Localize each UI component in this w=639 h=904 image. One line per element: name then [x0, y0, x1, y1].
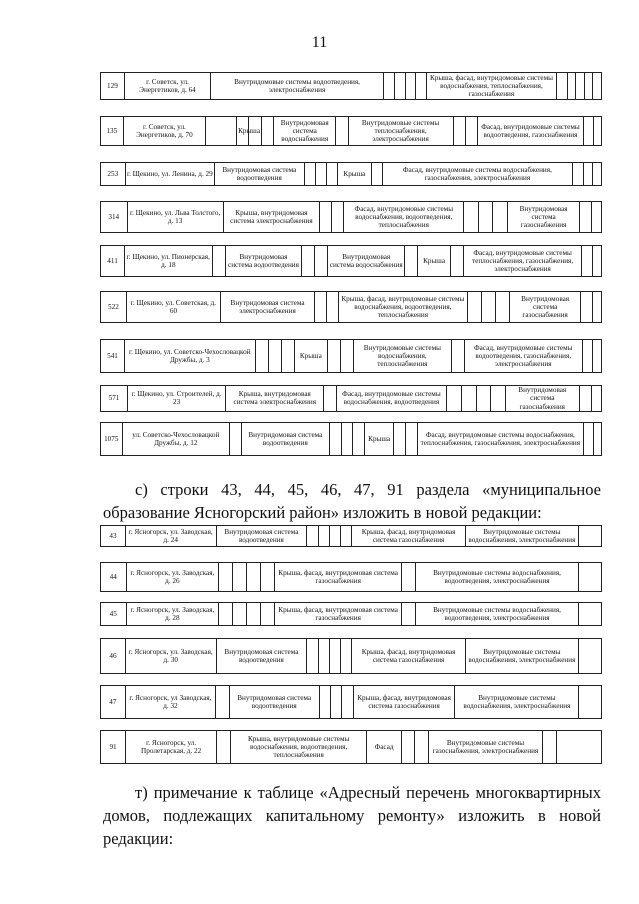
work-cell: Крыша, внутридомовые системы водоснабжения, водоотведения, теплоснабжения — [230, 731, 367, 764]
address-cell: г. Щекино, ул. Льва Толстого, д. 13 — [127, 202, 223, 233]
work-cell — [542, 731, 556, 764]
address-table-row — [100, 562, 602, 592]
row-number-cell: 47 — [101, 686, 126, 719]
work-cell — [247, 603, 261, 626]
address-cell: ул. Советско-Чехословацкой Дружбы, д. 12 — [122, 423, 230, 456]
work-cell — [579, 386, 591, 412]
work-cell — [583, 117, 593, 146]
work-cell — [217, 731, 231, 764]
work-cell: Крыша — [338, 163, 372, 186]
work-cell — [353, 423, 365, 456]
address-cell: г. Щекино, ул. Пионерская, д. 18 — [125, 246, 213, 277]
work-cell — [247, 563, 261, 592]
address-table-row — [100, 638, 602, 674]
work-cell — [327, 340, 340, 373]
work-cell: Фасад, внутридомовые системы теплоснабжения, газоснабжения, электроснабжения — [464, 246, 582, 277]
address-cell: г. Ясногорск, ул. Заводская, д. 26 — [126, 563, 219, 592]
work-cell: Крыша, фасад, внутридомовая система газоснабжения — [274, 603, 402, 626]
work-cell: Крыша — [237, 117, 249, 146]
work-cell — [318, 526, 329, 547]
address-table-row — [100, 201, 602, 233]
address-table-row — [100, 72, 602, 100]
work-cell: Внутридомовые системы газоснабжения, электроснабжения — [429, 731, 543, 764]
address-cell: г. Ясногорск, ул. Пролетарская, д. 22 — [126, 731, 217, 764]
work-cell — [579, 639, 602, 674]
work-cell — [491, 386, 506, 412]
work-cell — [584, 423, 594, 456]
work-cell: Фасад, внутридомовые системы водоотведения, газоснабжения — [478, 117, 583, 146]
work-cell — [336, 117, 348, 146]
work-cell: Фасад, внутридомовые системы водоснабжения, водоотведения, теплоснабжения — [344, 202, 464, 233]
work-cell — [593, 73, 602, 100]
work-cell — [593, 163, 602, 186]
work-cell — [578, 603, 601, 626]
work-cell: Внутридомовые системы водоснабжения, электроснабжения — [455, 686, 579, 719]
row-number-cell: 45 — [101, 603, 127, 626]
paragraph-t — [103, 781, 601, 850]
work-cell: Внутридомовая система водоснабжения — [328, 246, 405, 277]
work-cell — [593, 117, 601, 146]
address-table-row — [100, 422, 602, 456]
work-cell: Внутридомовая система водоотведения — [241, 423, 329, 456]
work-cell — [394, 423, 406, 456]
work-cell: Внутридомовые системы водоснабжения, водоотведения, электроснабжения — [416, 563, 578, 592]
work-cell — [402, 603, 416, 626]
work-cell — [464, 202, 479, 233]
work-cell: Внутридомовые системы водоснабжения, водоотведения, электроснабжения — [416, 603, 578, 626]
work-cell — [402, 563, 416, 592]
work-cell — [394, 73, 405, 100]
work-cell: Внутридомовые системы водоснабжения, электроснабжения — [465, 639, 578, 674]
work-cell — [580, 202, 592, 233]
paragraph-t-text: т) примечание к таблице «Адресный перечень многоквартирных домов, подлежащих капитальному ремонту» изложить в новой редакции: — [103, 783, 601, 848]
work-cell: Внутридомовая система водоотведения — [215, 163, 305, 186]
work-cell — [592, 292, 601, 323]
work-cell — [580, 292, 592, 323]
work-cell: Фасад, внутридомовые системы водоснабжения, газоснабжения, электроснабжения — [382, 163, 572, 186]
work-cell — [318, 639, 329, 674]
work-cell: Крыша, фасад, внутридомовые системы водоснабжения, водоотведения, теплоснабжения — [338, 292, 467, 323]
work-cell — [466, 117, 478, 146]
address-cell: г. Советск, ул. Энергетиков, д. 70 — [123, 117, 206, 146]
work-cell: Крыша — [364, 423, 393, 456]
address-table-row — [100, 525, 602, 547]
work-cell — [329, 423, 341, 456]
work-cell: Крыша, внутридомовая система электроснабжения — [223, 202, 319, 233]
work-cell — [576, 73, 585, 100]
work-cell — [260, 603, 274, 626]
work-cell — [567, 73, 576, 100]
row-number-cell: 1075 — [101, 423, 123, 456]
work-cell — [268, 340, 281, 373]
work-cell: Фасад, внутридомовые системы водоотведения, газоснабжения, электроснабжения — [464, 340, 582, 373]
row-number-cell: 46 — [101, 639, 126, 674]
address-cell: г. Щекино, ул. Строителей, д. 23 — [128, 386, 226, 412]
work-cell — [556, 73, 567, 100]
work-cell — [233, 563, 247, 592]
work-cell: Внутридомовые системы водоотведения, электроснабжения — [211, 73, 384, 100]
work-cell — [341, 639, 352, 674]
address-table-row — [100, 385, 602, 412]
address-table-row — [100, 602, 602, 626]
work-cell — [324, 386, 336, 412]
row-number-cell: 571 — [101, 386, 128, 412]
work-cell — [315, 246, 328, 277]
address-cell: г. Ясногорск, ул Заводская, д. 32 — [125, 686, 215, 719]
row-number-cell: 253 — [101, 163, 126, 186]
address-table-row — [100, 245, 602, 277]
work-cell: Фасад — [367, 731, 401, 764]
work-cell: Внутридомовая система водоотведения — [216, 639, 307, 674]
address-cell: г. Советск, ул. Энергетиков, д. 64 — [124, 73, 210, 100]
work-cell — [304, 163, 315, 186]
work-cell — [584, 163, 593, 186]
work-cell: Фасад, внутридомовые системы водоснабжения, теплоснабжения, газоснабжения, электроснабжения — [417, 423, 583, 456]
work-cell — [260, 563, 274, 592]
work-cell — [415, 731, 429, 764]
work-cell — [216, 686, 230, 719]
address-cell: г. Ясногорск, ул. Заводская, д. 28 — [126, 603, 219, 626]
row-number-cell: 91 — [101, 731, 126, 764]
work-cell — [478, 202, 493, 233]
address-cell: г. Щекино, ул. Ленина, д. 29 — [125, 163, 215, 186]
work-cell — [307, 526, 318, 547]
address-table-row — [100, 685, 602, 719]
work-cell — [341, 526, 352, 547]
work-cell — [579, 686, 602, 719]
work-cell: Внутридомовая система газоснабжения — [505, 386, 579, 412]
work-cell — [302, 246, 315, 277]
work-cell — [371, 163, 382, 186]
work-cell: Крыша, внутридомовая система электроснабжения — [226, 386, 324, 412]
address-cell: г. Щекино, ул. Советская, д. 60 — [126, 292, 220, 323]
work-cell — [233, 603, 247, 626]
work-cell: Внутридомовая система водоотведения — [216, 526, 307, 547]
work-cell — [451, 340, 464, 373]
work-cell — [329, 639, 340, 674]
work-cell — [332, 202, 344, 233]
work-cell — [461, 386, 476, 412]
work-cell: Крыша — [418, 246, 451, 277]
work-cell — [453, 117, 465, 146]
work-cell — [493, 202, 508, 233]
work-cell — [281, 340, 294, 373]
work-cell — [416, 73, 427, 100]
work-cell — [593, 340, 602, 373]
paragraph-c-text: с) строки 43, 44, 45, 46, 47, 91 раздела «муниципальное образование Ясногорский район» изложить в новой редакции: — [103, 480, 601, 522]
row-number-cell: 129 — [101, 73, 125, 100]
work-cell — [468, 292, 482, 323]
work-cell — [401, 731, 415, 764]
work-cell — [331, 686, 342, 719]
work-cell: Крыша — [294, 340, 327, 373]
work-cell: Внутридомовая система газоснабжения — [510, 292, 581, 323]
row-number-cell: 541 — [101, 340, 125, 373]
work-cell — [578, 563, 601, 592]
work-cell: Крыша, фасад, внутридомовая система газоснабжения — [274, 563, 402, 592]
work-cell — [342, 686, 353, 719]
work-cell — [255, 340, 268, 373]
work-cell: Внутридомовые системы водоснабжения, электроснабжения — [465, 526, 578, 547]
work-cell — [315, 292, 327, 323]
address-table-row — [100, 116, 602, 146]
row-number-cell: 44 — [101, 563, 127, 592]
work-cell — [212, 246, 225, 277]
work-cell — [326, 163, 337, 186]
work-cell — [572, 163, 583, 186]
address-cell: г. Щекино, ул. Советско-Чехословацкой Дружбы, д. 3 — [125, 340, 256, 373]
work-cell — [219, 603, 233, 626]
row-number-cell: 135 — [101, 117, 124, 146]
work-cell — [320, 202, 332, 233]
address-table-row — [100, 339, 602, 373]
work-cell — [556, 731, 602, 764]
page-number: 11 — [311, 34, 328, 51]
work-cell — [406, 423, 418, 456]
work-cell — [582, 340, 593, 373]
work-cell: Внутридомовая система газоснабжения — [507, 202, 579, 233]
work-cell — [482, 292, 496, 323]
work-cell: Внутридомовая система водоотведения — [225, 246, 302, 277]
row-number-cell: 411 — [101, 246, 125, 277]
work-cell — [405, 73, 416, 100]
work-cell: Крыша, фасад, внутридомовая система газоснабжения — [353, 686, 455, 719]
work-cell — [593, 423, 601, 456]
work-cell — [329, 526, 340, 547]
work-cell: Фасад, внутридомовые системы водоснабжения, водоотведения — [336, 386, 447, 412]
work-cell: Внутридомовые системы теплоснабжения, электроснабжения — [348, 117, 453, 146]
address-cell: г. Ясногорск, ул. Заводская, д. 24 — [125, 526, 216, 547]
work-cell — [582, 246, 593, 277]
work-cell — [579, 526, 602, 547]
address-cell: г. Ясногорск, ул. Заводская, д. 30 — [125, 639, 216, 674]
work-cell — [206, 117, 237, 146]
work-cell — [340, 340, 353, 373]
work-cell — [450, 246, 463, 277]
work-cell — [261, 117, 273, 146]
work-cell — [476, 386, 491, 412]
row-number-cell: 43 — [101, 526, 126, 547]
work-cell — [341, 423, 353, 456]
work-cell: Крыша, фасад, внутридомовая система газоснабжения — [352, 639, 465, 674]
address-table-row — [100, 162, 602, 186]
work-cell: Внутридомовая система электроснабжения — [220, 292, 314, 323]
work-cell — [326, 292, 338, 323]
address-table-row — [100, 730, 602, 764]
work-cell — [315, 163, 326, 186]
work-cell — [230, 423, 242, 456]
work-cell: Внутридомовые системы водоснабжения, теплоснабжения — [353, 340, 451, 373]
work-cell — [592, 202, 602, 233]
work-cell: Крыша, фасад, внутридомовые системы водоснабжения, теплоснабжения, газоснабжения — [427, 73, 557, 100]
row-number-cell: 314 — [101, 202, 128, 233]
paragraph-c — [103, 478, 601, 524]
work-cell — [591, 386, 601, 412]
address-table-row — [100, 291, 602, 323]
work-cell: Внутридомовая система водоотведения — [229, 686, 319, 719]
work-cell — [447, 386, 462, 412]
work-cell — [307, 639, 318, 674]
work-cell — [219, 563, 233, 592]
work-cell — [405, 246, 418, 277]
work-cell — [496, 292, 510, 323]
work-cell — [383, 73, 394, 100]
row-number-cell: 522 — [101, 292, 127, 323]
work-cell — [584, 73, 593, 100]
work-cell: Крыша, фасад, внутридомовая система газоснабжения — [352, 526, 465, 547]
work-cell — [319, 686, 330, 719]
work-cell: Внутридомовая система водоснабжения — [274, 117, 336, 146]
work-cell — [593, 246, 602, 277]
